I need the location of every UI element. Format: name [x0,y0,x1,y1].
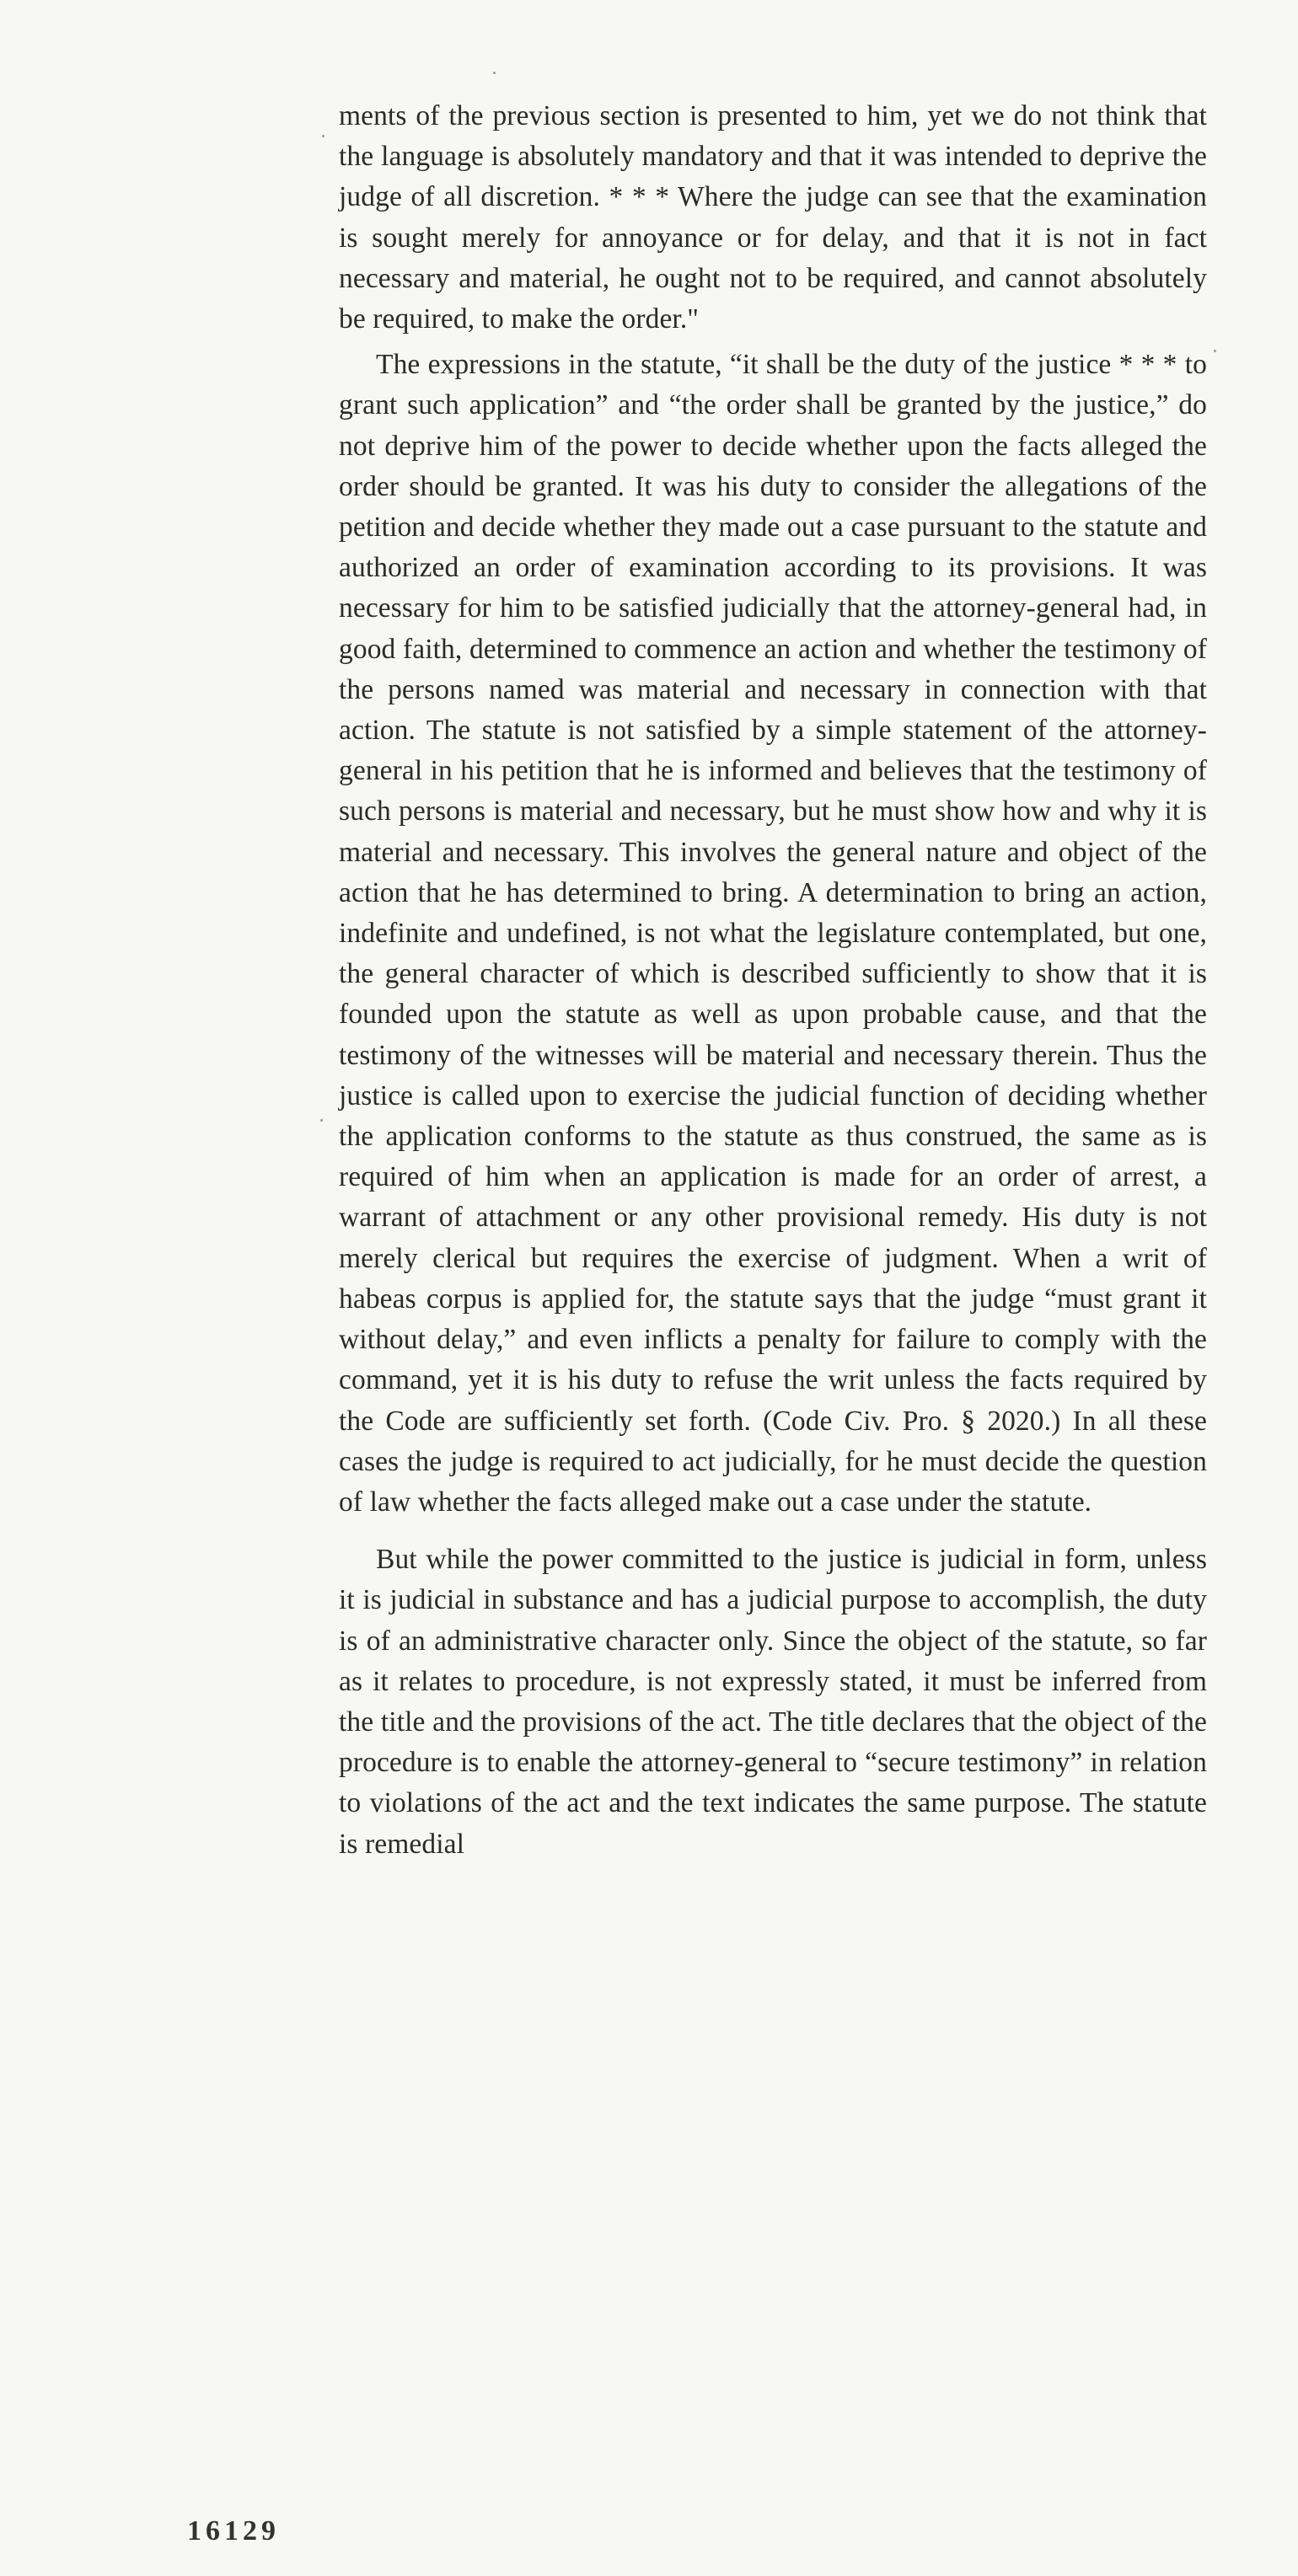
page-footer-number: 16129 [187,2515,280,2547]
scan-speck [1214,350,1216,352]
body-text [339,96,1207,1865]
scan-speck [493,72,496,74]
paragraph-continuation: ments of the previous section is presented to him, yet we do not think that the language is absolutely mandatory and that it was intended to deprive the judge of all discretion. * * * Where the judge can see that the examination is sought merely for annoyance or for delay, and that it is not in fact necessary and material, he ought not to be required, and cannot absolutely be required, to make the order." [339,100,1207,335]
scan-speck [322,135,324,137]
scan-speck [320,1119,323,1122]
paragraph-judicial-power: But while the power committed to the justice is judicial in form, unless it is judicial in substance and has a judicial purpose to accomplish, the duty is of an administrative character only. Since the object of the statute, so far as it relates to procedure, is not expressly stated, it must be inferred from the title and the provisions of the act. The title declares that the object of the procedure is to enable the attorney-general to “secure testimony” in relation to violations of the act and the text indicates the same purpose. The statute is remedial [339,1544,1207,1860]
paragraph-statute-expressions: The expressions in the statute, “it shall be the duty of the justice * * * to grant such application” and “the order shall be granted by the justice,” do not deprive him of the power to decide whether upon the facts alleged the order should be granted. It was his duty to consider the allegations of the petition and decide whether they made out a case pursuant to the statute and authorized an order of examination according to its provisions. It was necessary for him to be satisfied judicially that the attorney-general had, in good faith, determined to commence an action and whether the testimony of the persons named was material and necessary in connection with that action. The statute is not satisfied by a simple statement of the attorney-general in his petition that he is informed and believes that the testimony of such persons is material and necessary, but he must show how and why it is material and necessary. This involves the general nature and object of the action that he has determined to bring. A determination to bring an action, indefinite and undefined, is not what the legislature contemplated, but one, the general character of which is described sufficiently to show that it is founded upon the statute as well as upon probable cause, and that the testimony of the witnesses will be material and necessary therein. Thus the justice is called upon to exercise the judicial function of deciding whether the application conforms to the statute as thus construed, the same as is required of him when an application is made for an order of arrest, a warrant of attachment or any other provisional remedy. His duty is not merely clerical but requires the exercise of judgment. When a writ of habeas corpus is applied for, the statute says that the judge “must grant it without delay,” and even inflicts a penalty for failure to comply with the command, yet it is his duty to refuse the writ unless the facts required by the Code are sufficiently set forth. (Code Civ. Pro. § 2020.) In all these cases the judge is required to act judicially, for he must decide the question of law whether the facts alleged make out a case under the statute. [339,349,1207,1518]
